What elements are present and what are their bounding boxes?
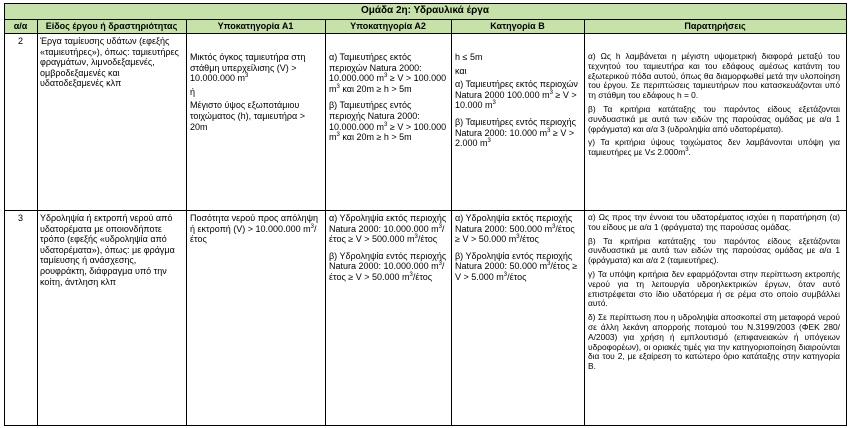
col-divider-1	[37, 19, 38, 426]
row-3-aa-value: 3	[17, 213, 23, 223]
table-border-bottom	[4, 425, 847, 426]
header-notes	[584, 19, 846, 33]
row-3-b-item-a	[455, 213, 580, 245]
row-3-b-b-text: β) Υδροληψία εντός περιοχής Natura 2000: 50.000 m	[455, 250, 573, 272]
row-3-b-b-text-b: /έτος ≥ V > 5.000 m	[455, 261, 578, 282]
row-3-note-b: β) Τα κριτήρια κατάταξης του παρόντος είδους εξετάζονται συνδυαστικά με αυτά των ειδών της παρούσας ομάδας με α/α 1 (φράγματα) και α/α 2 (ταμιευτήρες).	[588, 235, 840, 266]
row-3-b-a-text-c: /έτος	[519, 234, 539, 245]
row-2-a2-a-sup: 3	[384, 73, 388, 80]
title-separator	[4, 19, 847, 20]
header-aa	[4, 19, 37, 33]
row-2-a1	[190, 52, 320, 132]
header-a1-label: Υποκατηγορία Α1	[217, 21, 294, 31]
row-2-a2-item-a	[329, 52, 447, 94]
row-3-a2-item-b	[329, 251, 447, 283]
row-3-a2-a-sup2: 3	[414, 234, 418, 241]
header-b	[451, 19, 584, 33]
row-2-note-c-end: .	[688, 147, 691, 158]
row-2-b-a-text-b: ≥ V > 10.000 m	[455, 89, 577, 111]
row-2-note-a: α) Ως h λαμβάνεται η μέγιστη υψομετρική διαφορά μεταξύ του τεχνητού του ταμιευτήρα και του εδάφους αμέσως κατάντη του εξωτερικού πόδα αυτού, όπως θα διαμορφωθεί μετά την υλοποίηση του έργου. Σε περιπτώσεις ταμιευτήρων που κατασκευάζονται υπό τη στάθμη του εδάφους h = 0.	[588, 51, 840, 101]
header-notes-label: Παρατηρήσεις	[684, 21, 746, 31]
header-separator	[4, 33, 847, 34]
row-3-a2	[329, 213, 447, 283]
col-divider-5	[584, 19, 585, 426]
row-2-note-b: β) Τα κριτήρια κατάταξης του παρόντος είδους εξετάζονται συνδυαστικά με αυτά των ειδών της παρούσας ομάδας με α/α 1 (φράγματα) και α/α 3 (υδροληψία από υδατορέματα).	[588, 103, 840, 134]
row-2-a2-b-sup: 3	[384, 121, 388, 128]
header-type	[37, 19, 186, 33]
col-divider-2	[186, 19, 187, 426]
row-2-b-item-a	[455, 79, 580, 111]
table-border-left	[4, 3, 5, 426]
row-2-a2-a-text-b: ≥ V > 100.000 m	[329, 73, 447, 94]
row-3-type	[40, 213, 183, 287]
row-3-a2-a-text-c: /έτος	[417, 234, 438, 245]
header-a2-label: Υποκατηγορία Α2	[350, 21, 426, 31]
header-a2	[325, 19, 451, 33]
row-2-a1-height: Μέγιστο ύψος εξωποτάμιου τοιχώματος (h), ταμιευτήρα > 20m	[190, 100, 305, 132]
row-2-a2-b-text-c: και 20m ≥ h > 5m	[339, 132, 412, 143]
row-2-a2-b-text: β) Ταμιευτήρες εντός περιοχής Natura 2000: 10.000.000 m	[329, 100, 420, 132]
row-3-notes	[588, 213, 840, 372]
row-3-aa	[4, 213, 37, 224]
col-divider-4	[451, 19, 452, 426]
row-3-a2-b-sup: 3	[438, 261, 442, 268]
header-aa-label: α/α	[13, 21, 28, 31]
row-2-aa	[4, 36, 37, 47]
table-border-top	[4, 3, 847, 4]
row-3-a2-b-text-c: /έτος	[412, 271, 433, 282]
row-2-b-b-sup: 3	[547, 127, 551, 134]
row-separator	[4, 210, 847, 211]
header-a1	[186, 19, 325, 33]
row-2-note-c-sup: 3	[685, 147, 689, 154]
row-2-a1-or: ή	[190, 86, 196, 97]
table-title	[4, 3, 846, 19]
row-2-type-text: Έργα ταμίευσης υδάτων (εφεξής «ταμιευτήρες»), όπως: ταμιευτήρες φραγμάτων, λιμνοδεξαμενές, ομβροδεξαμενές και υδατοδεξαμενές κλπ	[40, 36, 179, 89]
row-2-b-and: και	[455, 65, 467, 76]
row-3-b-b-sup2: 3	[503, 271, 508, 278]
row-3-a2-a-text-b: /έτος ≥ V > 500.000 m	[329, 223, 445, 245]
row-2-notes	[588, 52, 840, 158]
row-2-type	[40, 36, 183, 89]
row-2-a1-volume: Μικτός όγκος ταμιευτήρα στη στάθμη υπερχείλισης (V) > 10.000.000 m	[190, 52, 306, 84]
row-3-b	[455, 213, 580, 283]
row-3-b-a-text-b: /έτος ≥ V > 50.000 m	[455, 223, 575, 245]
col-divider-3	[325, 19, 326, 426]
row-2-a2-item-b	[329, 100, 447, 142]
row-2-b-h: h ≤ 5m	[455, 52, 483, 62]
row-2-b-a-sup: 3	[549, 89, 553, 96]
row-3-a2-a-text: α) Υδροληψία εκτός περιοχής Natura 2000: 10.000.000 m	[329, 213, 447, 234]
row-2-note-c-text: γ) Τα κριτήρια ύψους τοιχώματος δεν λαμβάνονται υπόψη για ταμιευτήρες με V≤ 2.000m	[588, 137, 840, 158]
row-2-b-b-text-b: ≥ V > 2.000 m	[455, 127, 575, 149]
row-2-b-b-text: β) Ταμιευτήρες εντός περιοχής Natura 2000: 10.000 m	[455, 116, 576, 138]
row-3-type-text: Υδροληψία ή εκτροπή νερού από υδατορέματα με οποιονδήποτε τρόπο (εφεξής «υδροληψία από υδατορέματα»), όπως: με φράγμα ταμίευσης ή ανάσχεσης, ρουφράκτη, διάφραγμα υπό την κοίτη, άντληση κλπ	[40, 213, 175, 287]
header-type-label: Είδος έργου ή δραστηριότητας	[45, 21, 178, 31]
row-3-b-b-text-c: /έτος	[507, 271, 527, 282]
row-2-a2	[329, 52, 447, 143]
row-3-a1-unit: /έτος	[190, 223, 317, 245]
row-2-b-b-sup2: 3	[487, 138, 491, 145]
row-3-b-a-text: α) Υδροληψία εκτός περιοχής Natura 2000: 500.000 m	[455, 213, 573, 234]
row-3-a2-b-sup2: 3	[409, 271, 413, 278]
row-3-note-c: γ) Τα υπόψη κριτήρια δεν εφαρμόζονται στην περίπτωση εκτροπής νερού για τη λειτουργία υδροηλεκτρικών έργων, όταν αυτό επιστρέφεται στο ίδιο υδατόρεμα ή σε ρέμα στο οποίο συμβάλλει αυτό.	[588, 268, 840, 309]
row-2-b-a-sup2: 3	[492, 100, 496, 107]
table-title-text: Ομάδα 2η: Υδραυλικά έργα	[360, 5, 490, 16]
row-2-aa-value: 2	[17, 36, 23, 46]
table-border-right	[846, 3, 847, 426]
row-3-b-a-sup: 3	[552, 223, 556, 230]
row-3-a2-item-a	[329, 213, 447, 245]
header-b-label: Κατηγορία Β	[490, 21, 545, 31]
row-2-a2-a-text: α) Ταμιευτήρες εκτός περιοχών Natura 2000: 10.000.000 m	[329, 52, 422, 84]
row-3-note-d: δ) Σε περίπτωση που η υδροληψία αποσκοπεί στη μεταφορά νερού σε άλλη λεκάνη απορροής ποταμού του Ν.3199/2003 (ΦΕΚ 280/Α/2003) για χρήση ή εμπλουτισμό (επιφανειακών ή υπόγειων υδροφορέων), οι οριακές τιμές για την κατηγοριοποίηση διαιρούνται δια του 2, με εξαίρεση το κατώτερο όριο κατάταξης στην κατηγορία Β.	[588, 312, 840, 372]
row-3-a1	[190, 213, 320, 245]
row-2-note-c	[588, 138, 840, 158]
row-3-b-item-b	[455, 251, 580, 283]
row-2-a1-sup: 3	[245, 73, 249, 80]
row-2-b	[455, 52, 580, 149]
row-3-a1-sup: 3	[310, 223, 314, 230]
row-2-a2-b-sup2: 3	[336, 132, 340, 139]
row-3-a2-b-text-b: /έτος ≥ V > 50.000 m	[329, 261, 445, 282]
row-3-a1-text: Ποσότητα νερού προς απόληψη ή εκτροπή (V) > 10.000.000 m	[190, 213, 319, 234]
row-3-note-a: α) Ως προς την έννοια του υδατορέματος ισχύει η παρατήρηση (α) του είδους με α/α 1 (φράγματα) της παρούσας ομάδας.	[588, 212, 840, 232]
row-2-a2-a-text-c: και 20m ≥ h > 5m	[339, 83, 412, 94]
row-3-b-a-sup2: 3	[516, 234, 520, 241]
row-3-a2-b-text: β) Υδροληψία εντός περιοχής Natura 2000: 10.000.000 m	[329, 250, 447, 272]
row-3-b-b-sup: 3	[547, 261, 551, 268]
row-2-a2-a-sup2: 3	[336, 83, 340, 90]
row-2-b-item-b	[455, 117, 580, 149]
row-2-a2-b-text-b: ≥ V > 100.000 m	[329, 121, 447, 143]
row-3-a2-a-sup: 3	[438, 223, 442, 230]
row-2-b-a-text: α) Ταμιευτήρες εκτός περιοχών Natura 2000 100.000 m	[455, 79, 578, 100]
